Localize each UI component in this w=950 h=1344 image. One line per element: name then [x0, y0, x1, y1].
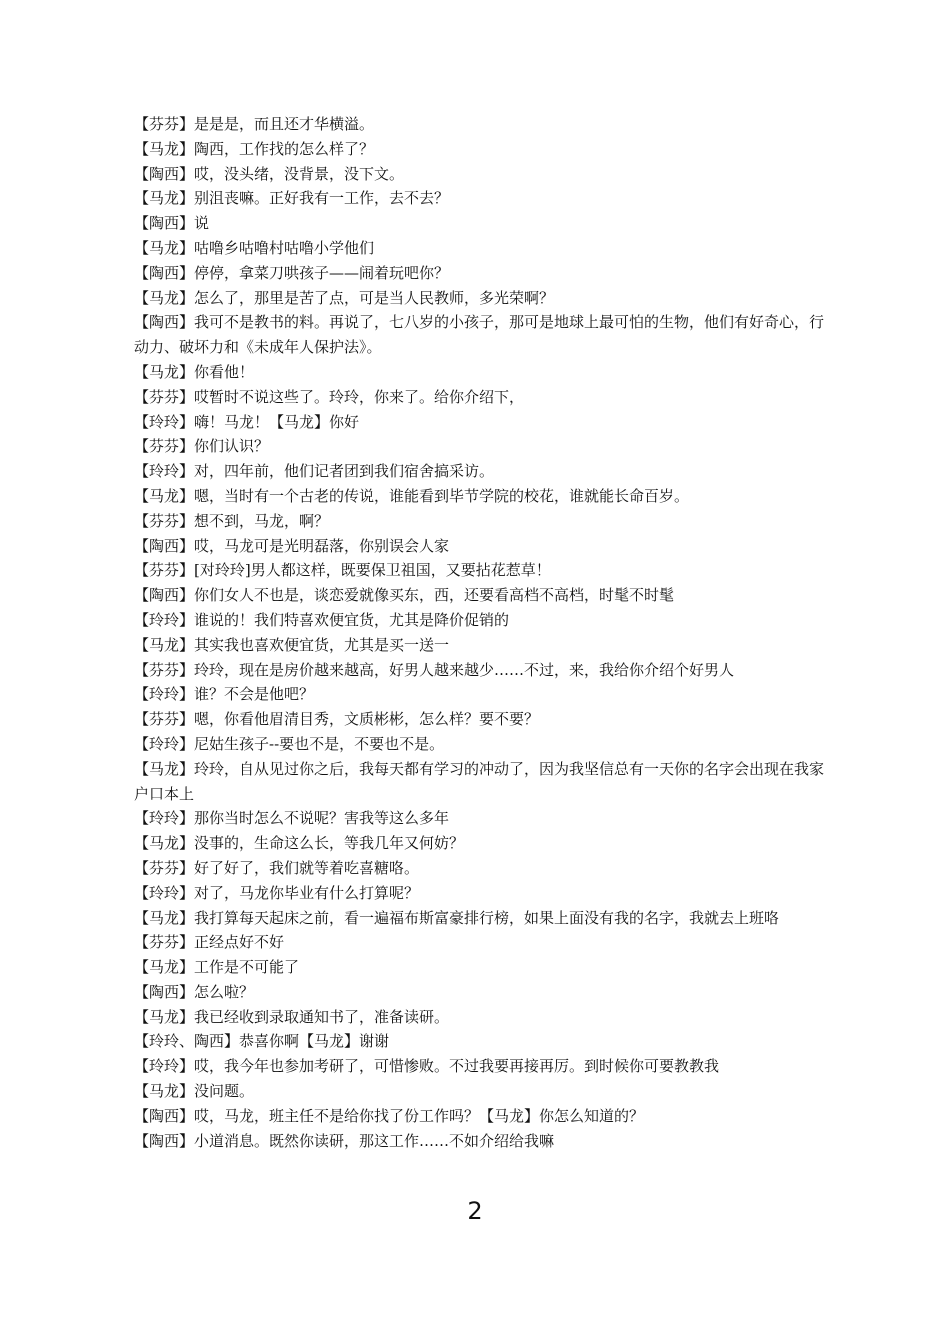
dialogue-line: 【芬芬】玲玲，现在是房价越来越高，好男人越来越少……不过，来，我给你介绍个好男人: [134, 660, 735, 679]
dialogue-line: 【陶西】哎，马龙可是光明磊落，你别误会人家: [134, 536, 450, 555]
dialogue-line: 【马龙】其实我也喜欢便宜货，尤其是买一送一: [134, 635, 450, 654]
dialogue-line: 【芬芬】正经点好不好: [134, 933, 285, 952]
dialogue-line: 【玲玲】尼姑生孩子--要也不是，不要也不是。: [134, 734, 445, 753]
dialogue-line: 【玲玲、陶西】恭喜你啊【马龙】谢谢: [134, 1032, 390, 1051]
dialogue-line: 【陶西】哎，马龙，班主任不是给你找了份工作吗？【马龙】你怎么知道的？: [134, 1106, 645, 1125]
dialogue-line: 【马龙】嗯，当时有一个古老的传说，谁能看到毕节学院的校花，谁就能长命百岁。: [134, 486, 690, 505]
dialogue-line: 【芬芬】你们认识？: [134, 437, 270, 456]
dialogue-line: 【马龙】陶西，工作找的怎么样了？: [134, 139, 375, 158]
dialogue-line: 【陶西】我可不是教书的料。再说了，七八岁的小孩子，那可是地球上最可怕的生物，他们有好奇心，行动力、破坏力和《未成年人保护法》。: [134, 313, 825, 357]
dialogue-line: 【芬芬】是是是，而且还才华横溢。: [134, 115, 375, 133]
dialogue-line: 【玲玲】谁？不会是他吧？: [134, 685, 315, 704]
dialogue-line: 【陶西】说: [134, 214, 210, 233]
dialogue-line: 【马龙】工作是不可能了: [134, 958, 300, 977]
dialogue-line: 【马龙】没事的，生命这么长，等我几年又何妨？: [134, 834, 465, 853]
dialogue-line: 【马龙】我打算每天起床之前，看一遍福布斯富豪排行榜，如果上面没有我的名字，我就去上班咯: [134, 908, 780, 927]
dialogue-line: 【玲玲】对了，马龙你毕业有什么打算呢？: [134, 883, 420, 902]
dialogue-line: 【陶西】怎么啦？: [134, 982, 255, 1001]
dialogue-line: 【马龙】怎么了，那里是苦了点，可是当人民教师，多光荣啊？: [134, 288, 555, 307]
dialogue-line: 【马龙】咕噜乡咕噜村咕噜小学他们: [134, 238, 375, 257]
dialogue-text: [134, 112, 824, 1153]
dialogue-line: 【玲玲】哎，我今年也参加考研了，可惜惨败。不过我要再接再厉。到时候你可要教教我: [134, 1057, 720, 1076]
dialogue-line: 【马龙】玲玲，自从见过你之后，我每天都有学习的冲动了，因为我坚信总有一天你的名字会出现在我家户口本上: [134, 759, 825, 803]
dialogue-line: 【陶西】小道消息。既然你读研，那这工作……不如介绍给我嘛: [134, 1131, 555, 1150]
dialogue-line: 【芬芬】想不到，马龙，啊？: [134, 511, 330, 530]
dialogue-line: 【马龙】别沮丧嘛。正好我有一工作，去不去？: [134, 189, 450, 208]
dialogue-line: 【马龙】你看他！: [134, 362, 255, 381]
dialogue-line: 【芬芬】[对玲玲]男人都这样，既要保卫祖国，又要拈花惹草！: [134, 561, 551, 580]
dialogue-line: 【玲玲】那你当时怎么不说呢？害我等这么多年: [134, 809, 450, 828]
dialogue-line: 【陶西】停停，拿菜刀哄孩子——闹着玩吧你？: [134, 263, 450, 282]
dialogue-line: 【陶西】哎，没头绪，没背景，没下文。: [134, 164, 405, 183]
dialogue-line: 【芬芬】嗯，你看他眉清目秀，文质彬彬，怎么样？要不要？: [134, 710, 540, 729]
dialogue-line: 【玲玲】谁说的！我们特喜欢便宜货，尤其是降价促销的: [134, 610, 510, 629]
dialogue-line: 【芬芬】好了好了，我们就等着吃喜糖咯。: [134, 858, 420, 877]
dialogue-line: 【马龙】没问题。: [134, 1082, 255, 1101]
page-number: 2: [467, 1197, 483, 1225]
dialogue-line: 【玲玲】对，四年前，他们记者团到我们宿舍搞采访。: [134, 462, 495, 481]
dialogue-line: 【玲玲】嗨！马龙！【马龙】你好: [134, 412, 360, 431]
dialogue-line: 【陶西】你们女人不也是，谈恋爱就像买东，西，还要看高档不高档，时髦不时髦: [134, 586, 675, 605]
dialogue-line: 【马龙】我已经收到录取通知书了，准备读研。: [134, 1007, 450, 1026]
dialogue-line: 【芬芬】哎暂时不说这些了。玲玲，你来了。给你介绍下，: [134, 387, 525, 406]
